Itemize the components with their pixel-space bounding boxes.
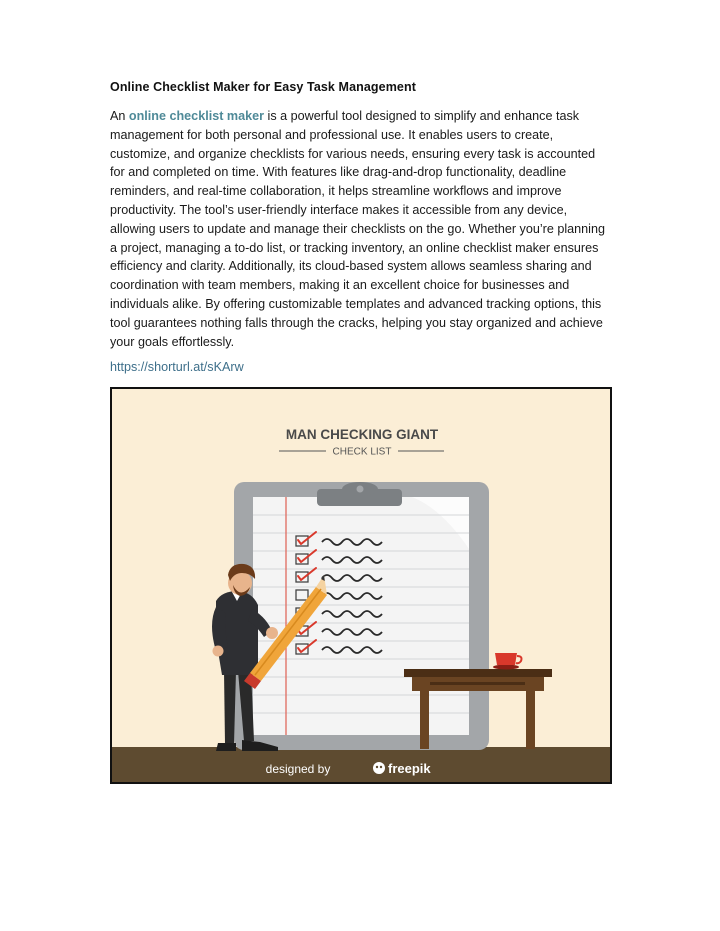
illustration-title: MAN CHECKING GIANT bbox=[285, 427, 439, 442]
body-text: is a powerful tool designed to simplify and enhance task management for both personal and professional use. It enables users to create, customize, and organize checklists for various needs, ensuring every task is accounted for and completed on time. With features like drag-and-drop functionality, deadline reminders, and real-time collaboration, it helps streamline workflows and improve productivity. The tool’s user-friendly interface makes it accessible from any device, allowing users to update and manage their checklists on the go. Whether you’re planning a project, managing a to-do list, or tracking inventory, an online checklist maker ensures efficiency and clarity. Additionally, its cloud-based system allows seamless sharing and coordination with team members, making it an excellent choice for businesses and individuals alike. By offering customizable templates and advanced tracking options, this tool guarantees nothing falls through the cracks, helping you stay organized and achieve your goals effortlessly. bbox=[110, 109, 605, 349]
credit-prefix: designed by bbox=[265, 762, 331, 776]
checklist-illustration bbox=[112, 389, 610, 782]
online-checklist-maker-link[interactable]: online checklist maker bbox=[128, 109, 265, 123]
article-title: Online Checklist Maker for Easy Task Management bbox=[110, 80, 416, 94]
floor bbox=[112, 747, 610, 782]
short-url-link[interactable]: https://shorturl.at/sKArw bbox=[110, 360, 244, 374]
illustration bbox=[110, 387, 612, 784]
freepik-logo-icon bbox=[373, 762, 385, 774]
illustration-subtitle: CHECK LIST bbox=[332, 446, 392, 458]
credit-brand: freepik bbox=[388, 761, 431, 776]
intro-prefix: An bbox=[110, 109, 126, 123]
cup-icon bbox=[493, 653, 522, 670]
article-body bbox=[110, 107, 610, 351]
